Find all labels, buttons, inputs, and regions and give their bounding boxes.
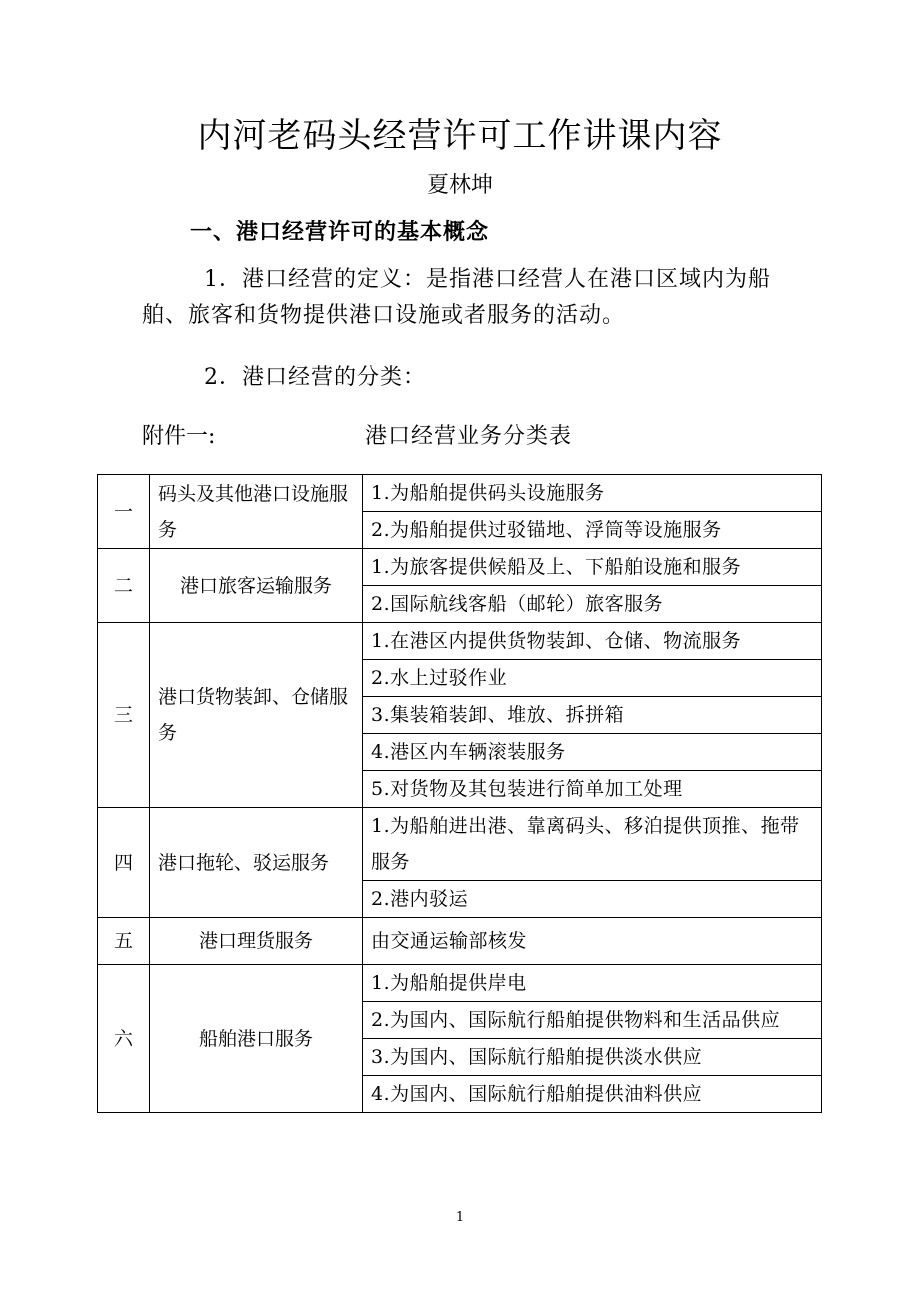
item-cell: 1.在港区内提供货物装卸、仓储、物流服务 (363, 623, 822, 660)
section-heading: 一、港口经营许可的基本概念 (190, 219, 490, 245)
row-number: 五 (98, 918, 150, 965)
item-cell: 1.为船舶提供码头设施服务 (363, 475, 822, 512)
table-row (98, 623, 822, 660)
document-title: 内河老码头经营许可工作讲课内容 (197, 116, 723, 156)
classification-paragraph: 2．港口经营的分类： (204, 365, 426, 390)
item-cell: 2.为船舶提供过驳锚地、浮筒等设施服务 (363, 512, 822, 549)
item-cell: 3.为国内、国际航行船舶提供淡水供应 (363, 1039, 822, 1076)
table-row (98, 549, 822, 586)
row-number: 二 (98, 549, 150, 623)
item-cell: 5.对货物及其包装进行简单加工处理 (363, 771, 822, 808)
category-cell: 港口理货服务 (150, 918, 363, 965)
item-cell: 4.为国内、国际航行船舶提供油料供应 (363, 1076, 822, 1113)
item-cell: 2.水上过驳作业 (363, 660, 822, 697)
table-row (98, 475, 822, 512)
item-cell: 1.为旅客提供候船及上、下船舶设施和服务 (363, 549, 822, 586)
category-cell: 码头及其他港口设施服务 (150, 475, 363, 549)
category-cell: 港口旅客运输服务 (150, 549, 363, 623)
page-number: 1 (455, 1210, 465, 1225)
annex-title: 港口经营业务分类表 (365, 424, 573, 449)
item-cell: 3.集装箱装卸、堆放、拆拼箱 (363, 697, 822, 734)
item-cell: 由交通运输部核发 (363, 918, 822, 965)
table-row (98, 965, 822, 1002)
definition-paragraph: 1．港口经营的定义：是指港口经营人在港口区域内为船舶、旅客和货物提供港口设施或者服务的活动。 (142, 267, 771, 328)
item-cell: 2.国际航线客船（邮轮）旅客服务 (363, 586, 822, 623)
item-cell: 1.为船舶进出港、靠离码头、移泊提供顶推、拖带服务 (363, 808, 822, 881)
row-number: 三 (98, 623, 150, 808)
author-name: 夏林坤 (426, 173, 493, 198)
table-row (98, 808, 822, 881)
item-cell: 2.为国内、国际航行船舶提供物料和生活品供应 (363, 1002, 822, 1039)
row-number: 六 (98, 965, 150, 1113)
category-cell: 港口货物装卸、仓储服务 (150, 623, 363, 808)
item-cell: 4.港区内车辆滚装服务 (363, 734, 822, 771)
category-cell: 港口拖轮、驳运服务 (150, 808, 363, 918)
category-cell: 船舶港口服务 (150, 965, 363, 1113)
item-cell: 1.为船舶提供岸电 (363, 965, 822, 1002)
annex-label: 附件一: (142, 424, 216, 449)
table-row (98, 918, 822, 965)
item-cell: 2.港内驳运 (363, 881, 822, 918)
row-number: 一 (98, 475, 150, 549)
classification-table (97, 474, 822, 1113)
row-number: 四 (98, 808, 150, 918)
